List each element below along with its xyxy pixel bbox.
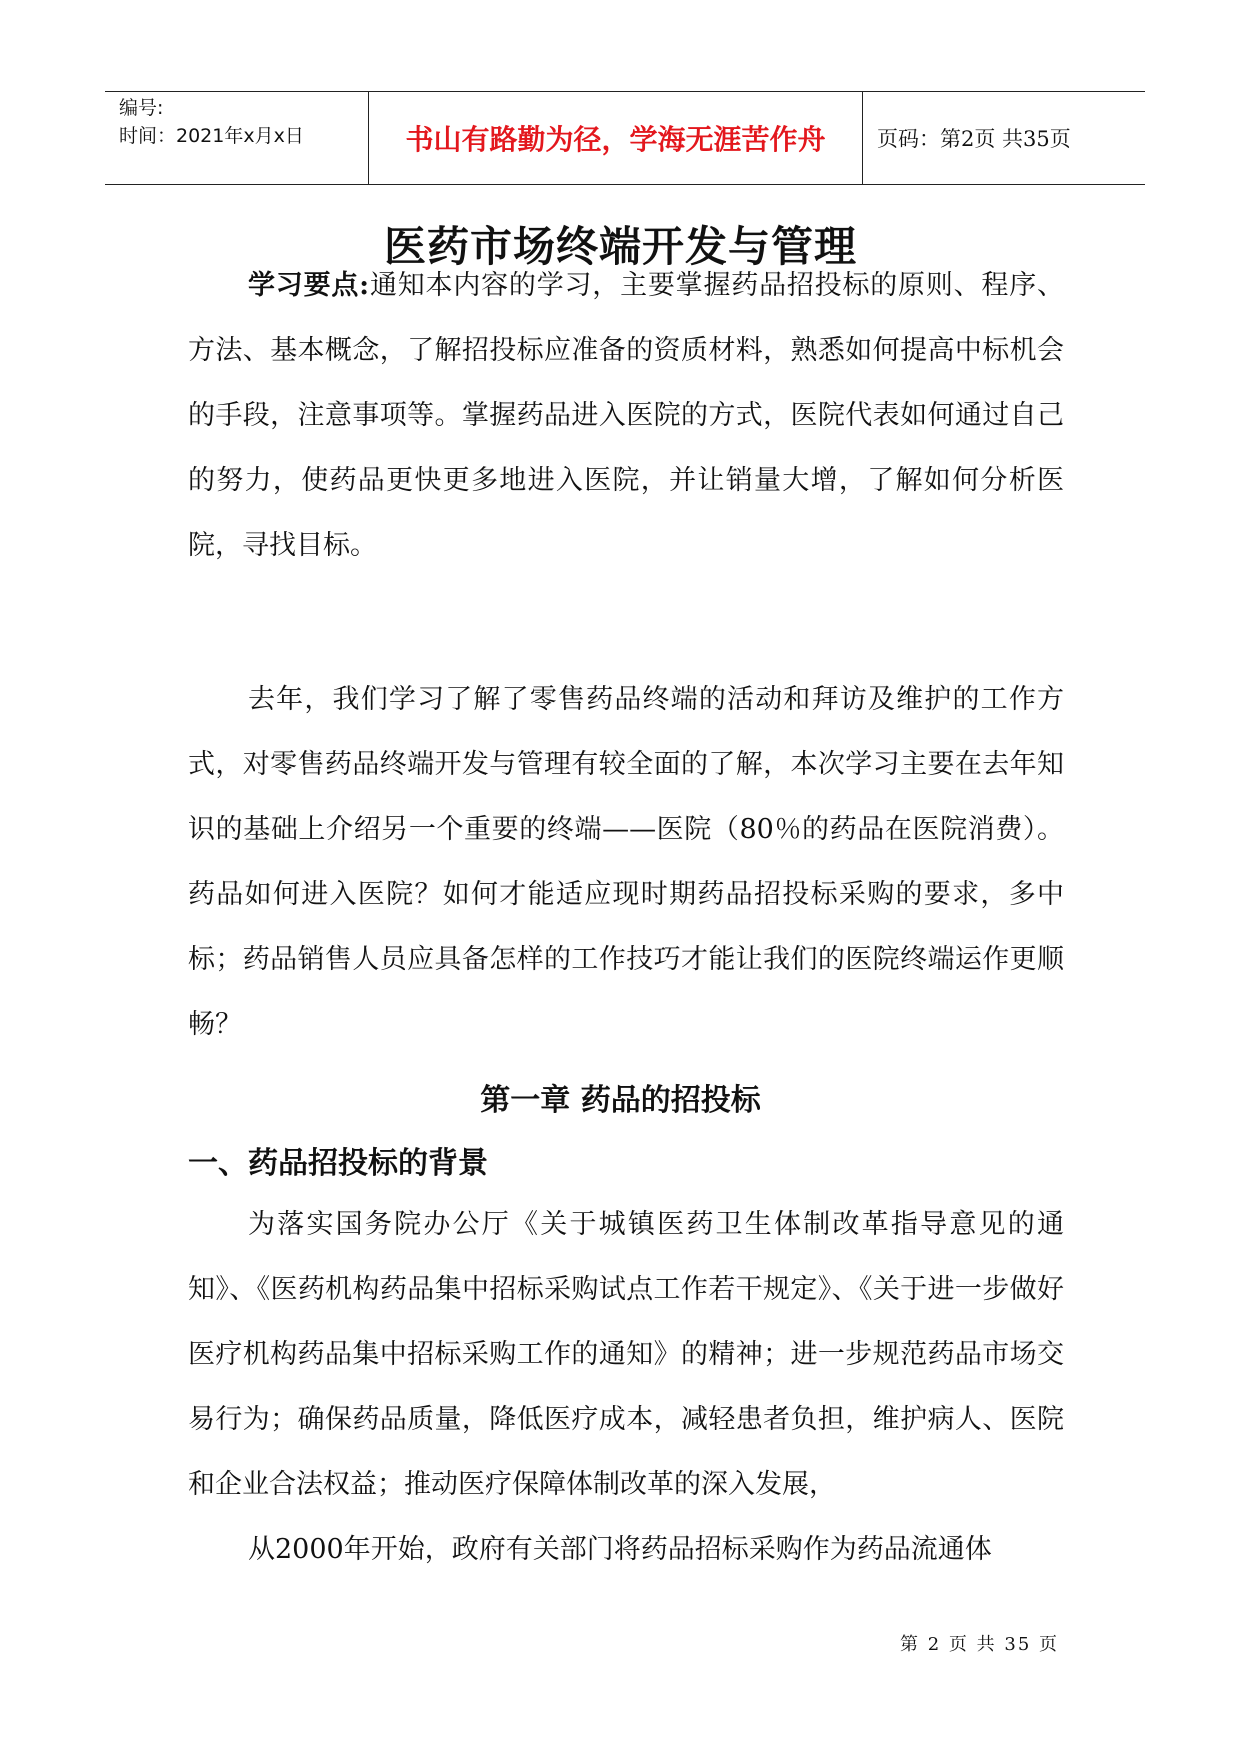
paragraph-2: 去年，我们学习了解了零售药品终端的活动和拜访及维护的工作方式，对零售药品终端开发与管理有较全面的了解，本次学习主要在去年知识的基础上介绍另一个重要的终端——医院（80％的药品在医院消费）。药品如何进入医院？如何才能适应现时期药品招投标采购的要求，多中标；药品销售人员应具备怎样的工作技巧才能让我们的医院终端运作更顺畅？ xyxy=(188,684,1064,1040)
document-title: 医药市场终端开发与管理 xyxy=(383,222,857,271)
document-number-label: 编号: xyxy=(119,97,164,119)
intro-paragraph xyxy=(188,253,1064,578)
page-header xyxy=(105,91,1145,185)
document-time-label: 时间：2021年x月x日 xyxy=(119,125,304,147)
chapter-title: 第一章 药品的招投标 xyxy=(480,1083,761,1118)
page-footer: 第 2 页 共 35 页 xyxy=(900,1634,1059,1655)
paragraph-3: 为落实国务院办公厅《关于城镇医药卫生体制改革指导意见的通知》、《医药机构药品集中招标采购试点工作若干规定》、《关于进一步做好医疗机构药品集中招标采购工作的通知》的精神；进一步规范药品市场交易行为；确保药品质量，降低医疗成本，减轻患者负担，维护病人、医院和企业合法权益；推动医疗保障体制改革的深入发展， xyxy=(188,1209,1064,1500)
intro-text: 通知本内容的学习，主要掌握药品招投标的原则、程序、方法、基本概念，了解招投标应准备的资质材料，熟悉如何提高中标机会的手段，注意事项等。掌握药品进入医院的方式，医院代表如何通过自己的努力，使药品更快更多地进入医院，并让销量大增，了解如何分析医院，寻找目标。 xyxy=(188,270,1065,561)
paragraph-4: 从2000年开始，政府有关部门将药品招标采购作为药品流通体 xyxy=(248,1534,992,1565)
header-meta xyxy=(105,92,369,184)
section-title: 一、药品招投标的背景 xyxy=(188,1146,488,1181)
header-motto: 书山有路勤为径，学海无涯苦作舟 xyxy=(369,92,863,184)
intro-label: 学习要点: xyxy=(248,270,370,301)
header-page-info: 页码：第2页 共35页 xyxy=(877,127,1071,151)
